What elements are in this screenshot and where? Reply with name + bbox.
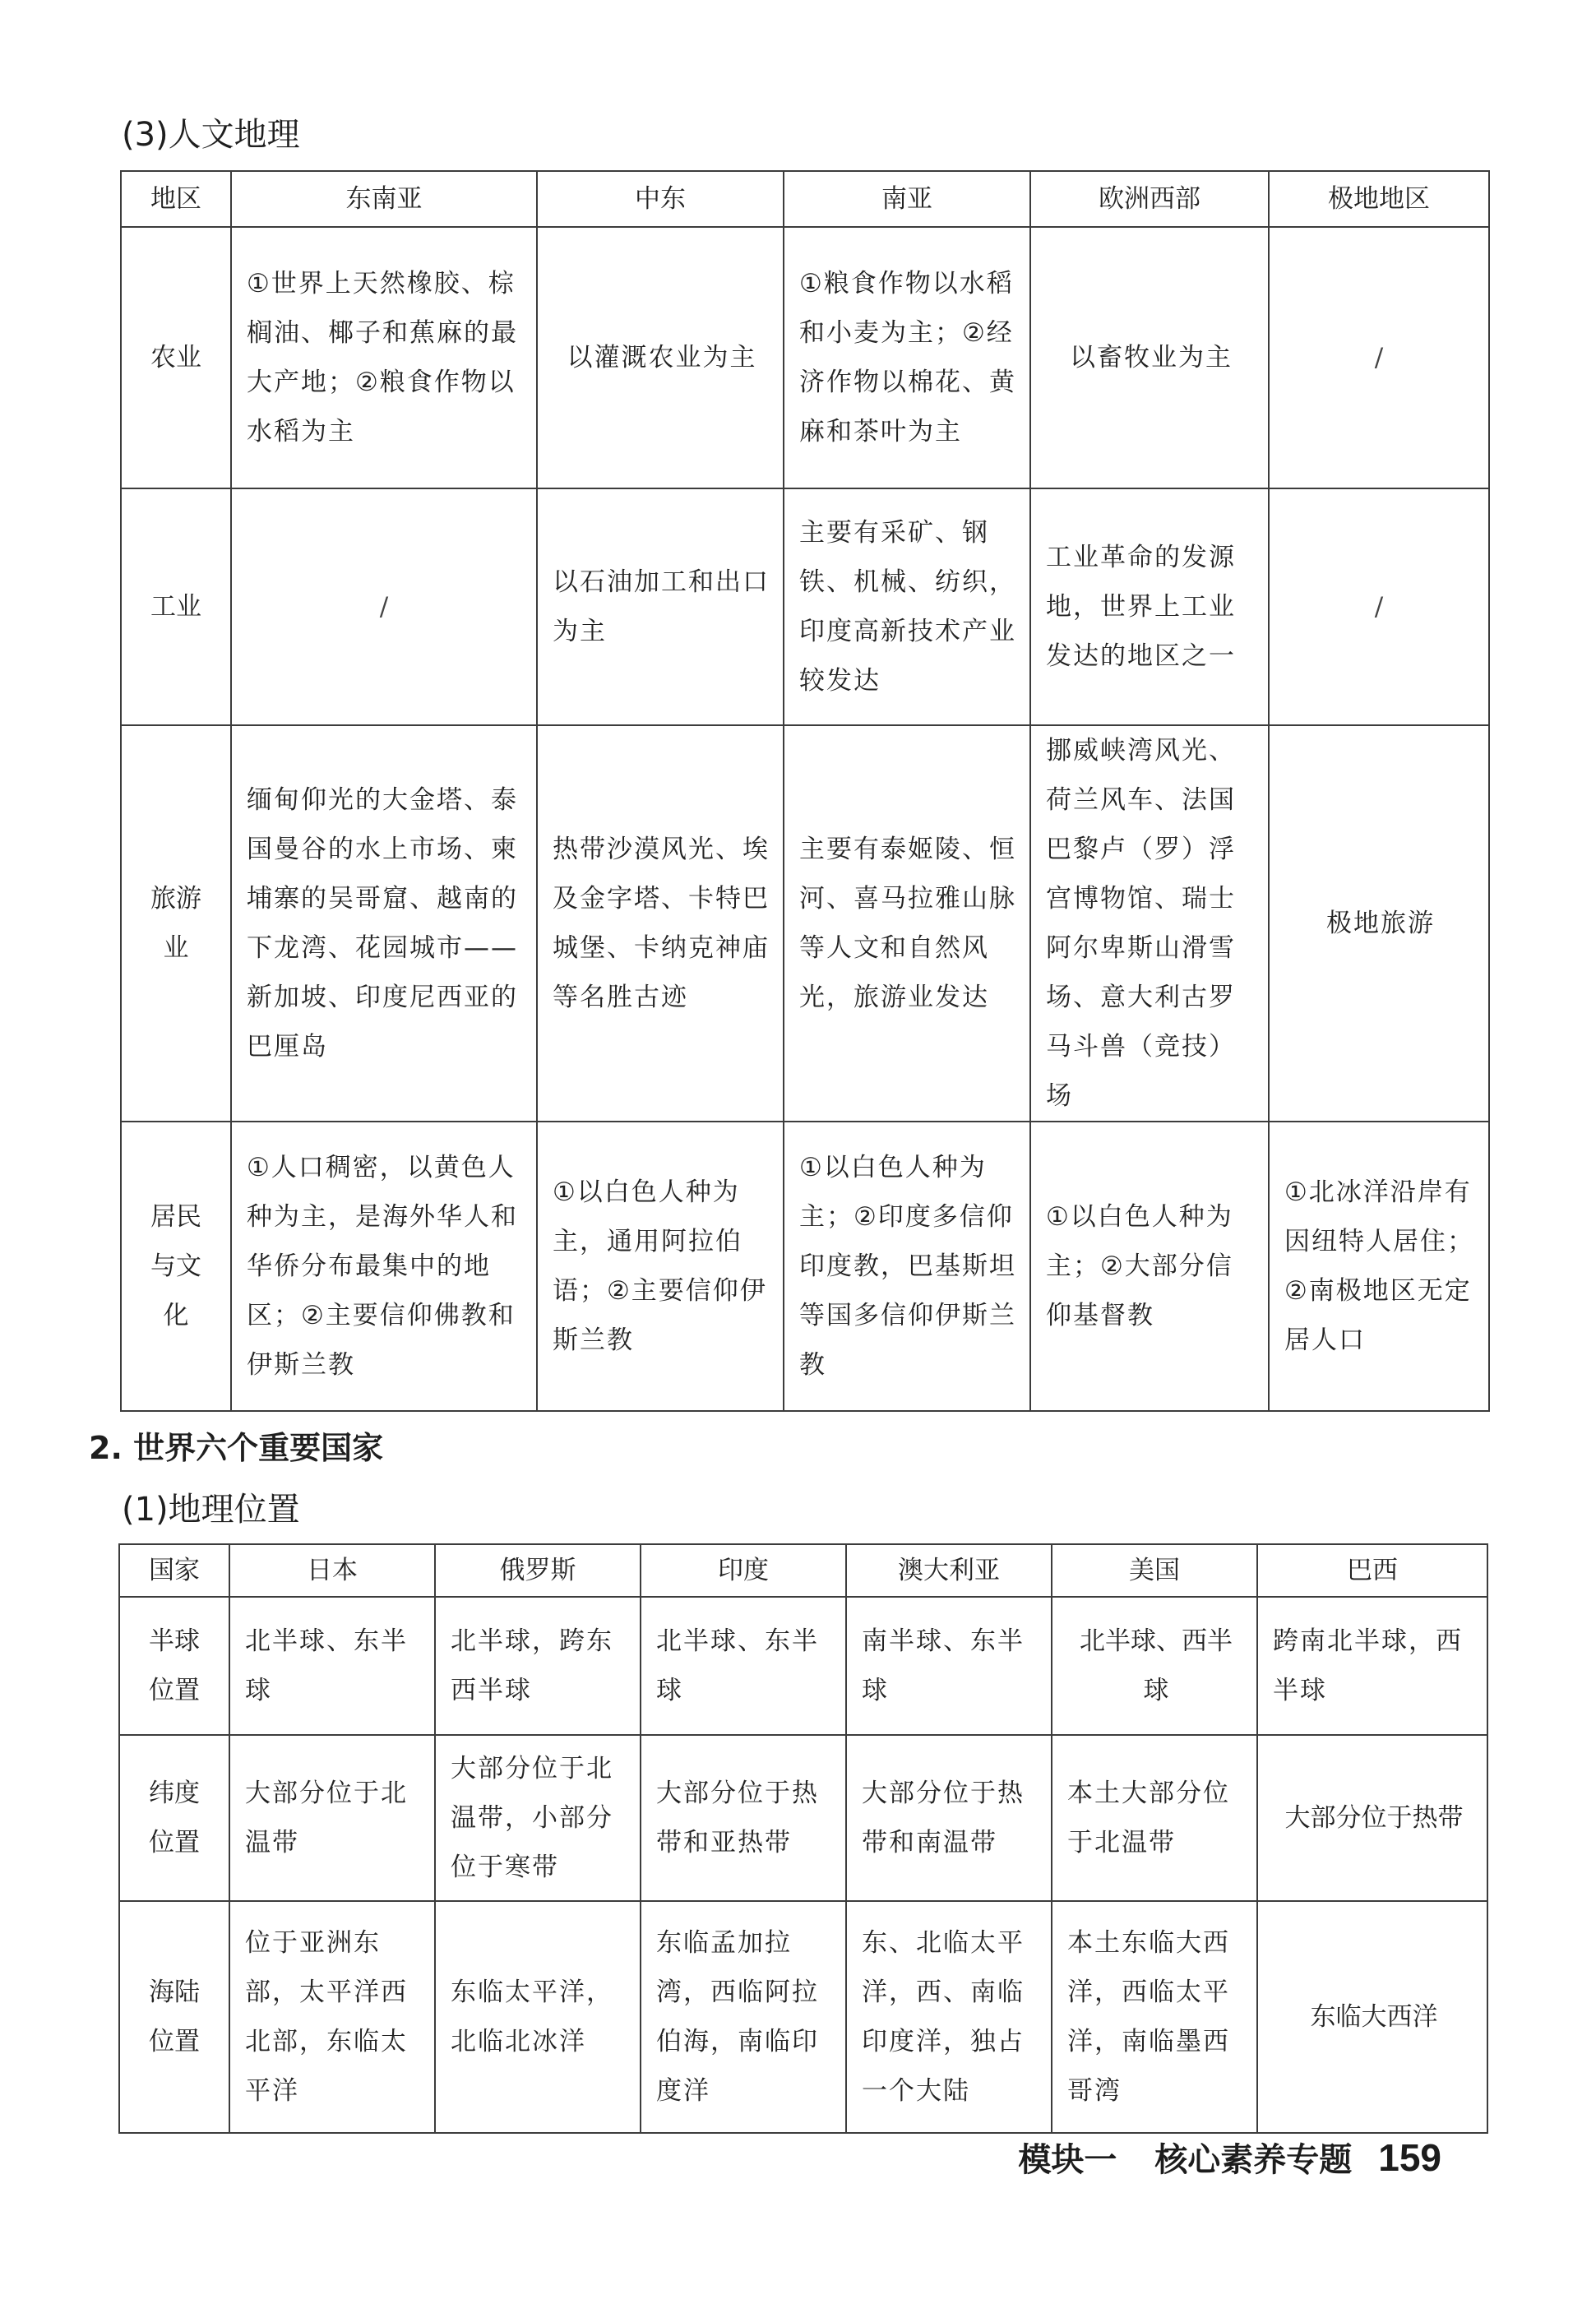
- cell-industry-polar: /: [1269, 488, 1489, 725]
- cell-agriculture-western-europe: 以畜牧业为主: [1030, 227, 1269, 488]
- cell-culture-polar: ①北冰洋沿岸有因纽特人居住；②南极地区无定居人口: [1269, 1122, 1489, 1411]
- cell-culture-middle-east: ①以白色人种为主，通用阿拉伯语；②主要信仰伊斯兰教: [537, 1122, 784, 1411]
- cell-industry-western-europe: 工业革命的发源地，世界上工业发达的地区之一: [1030, 488, 1269, 725]
- cell-culture-south-asia: ①以白色人种为主；②印度多信仰印度教，巴基斯坦等国多信仰伊斯兰教: [784, 1122, 1030, 1411]
- table1-header-western-europe: 欧洲西部: [1030, 171, 1269, 227]
- cell-landsea-india: 东临孟加拉湾，西临阿拉伯海，南临印度洋: [641, 1901, 846, 2133]
- section-title-human-geography: (3)人文地理: [122, 116, 300, 154]
- table2-header-japan: 日本: [229, 1544, 435, 1597]
- row-label-land-sea: 海陆位置: [149, 1978, 200, 2056]
- cell-culture-western-europe: ①以白色人种为主；②大部分信仰基督教: [1030, 1122, 1269, 1411]
- geographic-location-table: [118, 1543, 1488, 2134]
- cell-landsea-russia: 东临太平洋，北临北冰洋: [435, 1901, 641, 2133]
- cell-latitude-japan: 大部分位于北温带: [229, 1735, 435, 1901]
- row-label-latitude: 纬度位置: [149, 1779, 200, 1857]
- table2-header-russia: 俄罗斯: [435, 1544, 641, 1597]
- page-footer: [1018, 2134, 1441, 2181]
- cell-agriculture-southeast-asia: ①世界上天然橡胶、棕榈油、椰子和蕉麻的最大产地；②粮食作物以水稻为主: [231, 227, 537, 488]
- table2-header-usa: 美国: [1052, 1544, 1257, 1597]
- table2-header-country: 国家: [119, 1544, 229, 1597]
- cell-agriculture-polar: /: [1269, 227, 1489, 488]
- cell-latitude-brazil: 大部分位于热带: [1257, 1735, 1487, 1901]
- human-geography-table: [120, 170, 1490, 1412]
- cell-latitude-russia: 大部分位于北温带，小部分位于寒带: [435, 1735, 641, 1901]
- table-row-latitude: [119, 1735, 1487, 1901]
- table1-header-row: [121, 171, 1489, 227]
- table1-header-south-asia: 南亚: [784, 171, 1030, 227]
- cell-tourism-polar: 极地旅游: [1269, 725, 1489, 1122]
- table2-header-row: [119, 1544, 1487, 1597]
- row-label-hemisphere: 半球位置: [149, 1626, 200, 1705]
- cell-hemisphere-australia: 南半球、东半球: [846, 1597, 1052, 1735]
- table1-header-region: 地区: [121, 171, 231, 227]
- table1-header-southeast-asia: 东南亚: [231, 171, 537, 227]
- cell-culture-southeast-asia: ①人口稠密，以黄色人种为主，是海外华人和华侨分布最集中的地区；②主要信仰佛教和伊斯兰教: [231, 1122, 537, 1411]
- cell-latitude-india: 大部分位于热带和亚热带: [641, 1735, 846, 1901]
- cell-landsea-australia: 东、北临太平洋，西、南临印度洋，独占一个大陆: [846, 1901, 1052, 2133]
- cell-latitude-australia: 大部分位于热带和南温带: [846, 1735, 1052, 1901]
- table2-header-india: 印度: [641, 1544, 846, 1597]
- table2-header-australia: 澳大利亚: [846, 1544, 1052, 1597]
- table-row-population-culture: [121, 1122, 1489, 1411]
- footer-subject: 核心素养专题: [1154, 2141, 1353, 2179]
- cell-tourism-western-europe: 挪威峡湾风光、荷兰风车、法国巴黎卢（罗）浮宫博物馆、瑞士阿尔卑斯山滑雪场、意大利古罗马斗兽（竞技）场: [1030, 725, 1269, 1122]
- page-number: 159: [1378, 2136, 1441, 2179]
- table1-header-middle-east: 中东: [537, 171, 784, 227]
- cell-agriculture-south-asia: ①粮食作物以水稻和小麦为主；②经济作物以棉花、黄麻和茶叶为主: [784, 227, 1030, 488]
- cell-tourism-south-asia: 主要有泰姬陵、恒河、喜马拉雅山脉等人文和自然风光，旅游业发达: [784, 725, 1030, 1122]
- table-row-tourism: [121, 725, 1489, 1122]
- cell-hemisphere-russia: 北半球，跨东西半球: [435, 1597, 641, 1735]
- cell-hemisphere-brazil: 跨南北半球，西半球: [1257, 1597, 1487, 1735]
- cell-latitude-usa: 本土大部分位于北温带: [1052, 1735, 1257, 1901]
- section-title-six-countries: 2. 世界六个重要国家: [89, 1430, 384, 1466]
- cell-tourism-middle-east: 热带沙漠风光、埃及金字塔、卡特巴城堡、卡纳克神庙等名胜古迹: [537, 725, 784, 1122]
- footer-module: 模块一: [1018, 2141, 1117, 2179]
- cell-hemisphere-usa: 北半球、西半球: [1052, 1597, 1257, 1735]
- cell-industry-south-asia: 主要有采矿、钢铁、机械、纺织，印度高新技术产业较发达: [784, 488, 1030, 725]
- row-label-population-culture: 居民与文化: [150, 1202, 201, 1330]
- row-label-agriculture: 农业: [150, 343, 201, 372]
- cell-hemisphere-japan: 北半球、东半球: [229, 1597, 435, 1735]
- table-row-hemisphere: [119, 1597, 1487, 1735]
- table1-header-polar: 极地地区: [1269, 171, 1489, 227]
- cell-landsea-brazil: 东临大西洋: [1257, 1901, 1487, 2133]
- cell-tourism-southeast-asia: 缅甸仰光的大金塔、泰国曼谷的水上市场、柬埔寨的吴哥窟、越南的下龙湾、花园城市——新加坡、印度尼西亚的巴厘岛: [231, 725, 537, 1122]
- cell-industry-middle-east: 以石油加工和出口为主: [537, 488, 784, 725]
- row-label-industry: 工业: [150, 592, 201, 622]
- row-label-tourism: 旅游业: [150, 884, 201, 963]
- section-title-geographic-location: (1)地理位置: [122, 1491, 300, 1529]
- table2-header-brazil: 巴西: [1257, 1544, 1487, 1597]
- cell-landsea-usa: 本土东临大西洋，西临太平洋，南临墨西哥湾: [1052, 1901, 1257, 2133]
- table-row-industry: [121, 488, 1489, 725]
- cell-hemisphere-india: 北半球、东半球: [641, 1597, 846, 1735]
- table-row-land-sea: [119, 1901, 1487, 2133]
- cell-industry-southeast-asia: /: [231, 488, 537, 725]
- table-row-agriculture: [121, 227, 1489, 488]
- cell-agriculture-middle-east: 以灌溉农业为主: [537, 227, 784, 488]
- cell-landsea-japan: 位于亚洲东部，太平洋西北部，东临太平洋: [229, 1901, 435, 2133]
